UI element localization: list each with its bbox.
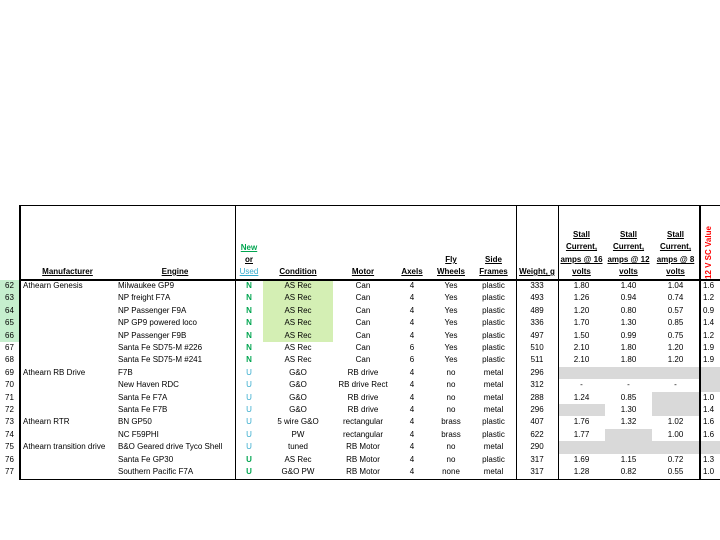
cell-axels[interactable]: 4 — [409, 281, 415, 290]
cell-weight[interactable]: 317 — [530, 454, 544, 464]
cell-stall-16[interactable]: 2.10 — [573, 343, 590, 352]
cell-sc-value[interactable]: 1.9 — [703, 343, 715, 352]
cell-new-used[interactable]: U — [246, 380, 252, 390]
cell-new-used[interactable]: N — [246, 318, 252, 328]
cell-motor[interactable]: Can — [355, 343, 371, 352]
cell-new-used[interactable]: U — [246, 392, 252, 402]
cell-stall-12[interactable] — [605, 429, 652, 441]
cell-weight[interactable]: 511 — [530, 355, 544, 365]
header-weight[interactable]: Weight, g — [519, 267, 555, 276]
header-condition[interactable]: Condition — [279, 267, 317, 276]
header-side-2[interactable]: Frames — [479, 267, 508, 276]
cell-stall-16[interactable]: 1.24 — [573, 392, 590, 402]
cell-weight[interactable]: 288 — [530, 392, 544, 402]
cell-stall-12[interactable]: 0.82 — [620, 467, 637, 476]
header-stall16-3[interactable]: amps @ 16 — [560, 254, 603, 264]
cell-new-used[interactable]: U — [246, 442, 252, 452]
header-sc-value[interactable]: 12 V SC Value — [704, 226, 713, 279]
cell-weight[interactable]: 493 — [530, 293, 544, 303]
cell-new-used[interactable]: N — [246, 355, 252, 365]
cell-stall-8[interactable]: - — [674, 380, 677, 390]
cell-side-frames[interactable]: plastic — [482, 454, 505, 464]
cell-stall-12[interactable]: 1.15 — [620, 454, 637, 464]
cell-manufacturer[interactable] — [20, 330, 115, 342]
header-stall8-2[interactable]: Current, — [659, 242, 692, 252]
spreadsheet — [0, 205, 720, 480]
cell-motor[interactable]: Can — [355, 318, 371, 328]
cell-fly-wheels[interactable]: Yes — [444, 343, 458, 352]
row-number[interactable]: 72 — [5, 405, 14, 414]
cell-stall-8[interactable]: 1.04 — [667, 281, 684, 290]
cell-fly-wheels[interactable]: brass — [441, 429, 461, 439]
cell-condition[interactable]: 5 wire G&O — [277, 417, 319, 427]
cell-fly-wheels[interactable]: no — [446, 454, 456, 464]
cell-motor[interactable]: RB Motor — [346, 467, 380, 476]
cell-engine[interactable]: NP Passenger F9B — [118, 330, 187, 340]
cell-condition[interactable]: G&O PW — [281, 467, 315, 476]
header-stall8-3[interactable]: amps @ 8 — [656, 254, 695, 264]
cell-side-frames[interactable]: metal — [483, 405, 504, 414]
cell-stall-16[interactable]: 1.20 — [573, 305, 590, 315]
row-number[interactable]: 73 — [5, 417, 14, 427]
cell-stall-16[interactable] — [558, 367, 605, 379]
cell-sc-value[interactable]: 1.2 — [703, 330, 715, 340]
cell-engine[interactable]: F7B — [118, 367, 133, 377]
cell-axels[interactable]: 4 — [409, 467, 415, 476]
header-stall16-2[interactable]: Current, — [565, 242, 598, 252]
cell-axels[interactable]: 4 — [409, 293, 415, 303]
cell-stall-16[interactable] — [558, 441, 605, 453]
row-number[interactable]: 71 — [5, 392, 14, 402]
cell-fly-wheels[interactable]: Yes — [444, 330, 458, 340]
cell-manufacturer[interactable] — [20, 379, 115, 391]
header-side-1[interactable]: Side — [485, 255, 502, 264]
cell-axels[interactable]: 4 — [409, 405, 415, 414]
header-manufacturer[interactable]: Manufacturer — [42, 267, 93, 276]
cell-stall-8[interactable]: 1.02 — [667, 417, 684, 427]
cell-weight[interactable]: 489 — [530, 305, 544, 315]
cell-new-used[interactable]: N — [246, 293, 252, 303]
cell-weight[interactable]: 317 — [530, 467, 544, 476]
cell-motor[interactable]: Can — [355, 293, 371, 303]
header-stall8-1[interactable]: Stall — [667, 230, 684, 239]
cell-stall-8[interactable]: 0.85 — [667, 318, 684, 328]
cell-axels[interactable]: 4 — [409, 417, 415, 427]
cell-weight[interactable]: 333 — [530, 281, 544, 290]
cell-stall-16[interactable] — [558, 404, 605, 416]
cell-side-frames[interactable]: metal — [483, 392, 504, 402]
row-number[interactable]: 76 — [5, 454, 14, 464]
cell-stall-12[interactable] — [605, 367, 652, 379]
header-stall12-3[interactable]: amps @ 12 — [607, 254, 650, 264]
cell-stall-8[interactable]: 0.55 — [667, 467, 684, 476]
cell-new-used[interactable]: N — [246, 305, 252, 315]
cell-sc-value[interactable]: 1.6 — [703, 281, 715, 290]
cell-sc-value[interactable]: 1.6 — [703, 429, 715, 439]
cell-stall-12[interactable]: 1.32 — [620, 417, 637, 427]
cell-new-used[interactable]: N — [246, 343, 252, 352]
header-motor[interactable]: Motor — [351, 267, 375, 276]
cell-axels[interactable]: 4 — [409, 367, 415, 377]
cell-motor[interactable]: Can — [355, 355, 371, 365]
cell-manufacturer[interactable] — [20, 305, 115, 317]
cell-stall-8[interactable] — [652, 404, 699, 416]
row-number[interactable]: 74 — [5, 429, 14, 439]
header-top-line — [19, 205, 720, 206]
divider-engine — [235, 205, 236, 480]
cell-manufacturer[interactable] — [20, 354, 115, 366]
cell-fly-wheels[interactable]: Yes — [444, 281, 458, 290]
cell-condition[interactable]: AS Rec — [284, 281, 312, 290]
cell-new-used[interactable]: N — [246, 330, 252, 340]
cell-side-frames[interactable]: plastic — [482, 330, 505, 340]
row-number[interactable]: 67 — [5, 343, 14, 352]
cell-motor[interactable]: RB drive — [347, 367, 379, 377]
cell-new-used[interactable]: U — [246, 467, 252, 476]
cell-stall-12[interactable]: 1.40 — [620, 281, 637, 290]
cell-stall-12[interactable]: 1.30 — [620, 405, 637, 414]
cell-engine[interactable]: Milwaukee GP9 — [118, 281, 175, 290]
cell-fly-wheels[interactable]: Yes — [444, 305, 458, 315]
cell-weight[interactable]: 407 — [530, 417, 544, 427]
header-bottom-line — [19, 279, 720, 281]
header-stall12-2[interactable]: Current, — [612, 242, 645, 252]
cell-stall-16[interactable]: 1.70 — [573, 318, 590, 328]
cell-weight[interactable]: 296 — [530, 405, 544, 414]
cell-stall-16[interactable]: 1.26 — [573, 293, 590, 303]
cell-stall-16[interactable]: - — [580, 380, 583, 390]
cell-sc-value[interactable]: 1.4 — [703, 405, 715, 414]
cell-axels[interactable]: 6 — [409, 355, 415, 365]
row-number[interactable]: 66 — [0, 330, 19, 342]
cell-new-used[interactable]: U — [246, 405, 252, 414]
cell-axels[interactable]: 4 — [409, 318, 415, 328]
cell-stall-16[interactable]: 1.76 — [573, 417, 590, 427]
cell-sc-value[interactable]: 1.2 — [703, 293, 715, 303]
cell-motor[interactable]: rectangular — [342, 417, 384, 427]
cell-stall-12[interactable]: - — [627, 380, 630, 390]
cell-manufacturer[interactable] — [20, 404, 115, 416]
cell-new-used[interactable]: U — [246, 417, 252, 427]
divider-weight — [516, 205, 517, 480]
cell-stall-12[interactable]: 1.80 — [620, 343, 637, 352]
cell-engine[interactable]: Santa Fe SD75-M #226 — [118, 343, 203, 352]
cell-fly-wheels[interactable]: no — [446, 442, 456, 452]
cell-motor[interactable]: RB drive — [347, 405, 379, 414]
cell-stall-16[interactable]: 1.80 — [573, 281, 590, 290]
cell-axels[interactable]: 6 — [409, 343, 415, 352]
cell-condition[interactable]: G&O — [289, 380, 307, 390]
header-stall12-4[interactable]: volts — [619, 267, 638, 277]
cell-condition[interactable]: tuned — [287, 442, 309, 452]
cell-fly-wheels[interactable]: brass — [441, 417, 461, 427]
cell-condition[interactable]: G&O — [289, 392, 307, 402]
cell-axels[interactable]: 4 — [409, 330, 415, 340]
cell-engine[interactable]: Santa Fe F7A — [118, 392, 168, 402]
cell-condition[interactable]: AS Rec — [284, 318, 312, 328]
cell-axels[interactable]: 4 — [409, 442, 415, 452]
cell-stall-8[interactable]: 0.74 — [667, 293, 684, 303]
cell-new-used[interactable]: U — [246, 367, 252, 377]
header-stall16-1[interactable]: Stall — [573, 230, 590, 239]
cell-manufacturer[interactable]: Athearn RB Drive — [23, 367, 86, 377]
cell-fly-wheels[interactable]: Yes — [444, 293, 458, 303]
cell-sc-value[interactable]: 1.4 — [703, 318, 715, 328]
cell-fly-wheels[interactable]: no — [446, 367, 456, 377]
cell-sc-value[interactable]: 1.0 — [703, 467, 715, 476]
cell-manufacturer[interactable]: Athearn RTR — [23, 417, 70, 427]
cell-sc-value[interactable] — [701, 379, 720, 391]
cell-weight[interactable]: 497 — [530, 330, 544, 340]
cell-sc-value[interactable] — [701, 367, 720, 379]
header-axels[interactable]: Axels — [401, 267, 423, 276]
cell-sc-value[interactable]: 1.3 — [703, 454, 715, 464]
cell-stall-8[interactable]: 1.20 — [667, 343, 684, 352]
cell-stall-8[interactable]: 1.00 — [667, 429, 684, 439]
header-stall16-4[interactable]: volts — [572, 267, 591, 277]
cell-stall-12[interactable]: 0.80 — [620, 305, 637, 315]
cell-axels[interactable]: 4 — [409, 380, 415, 390]
cell-manufacturer[interactable] — [20, 317, 115, 329]
cell-stall-8[interactable] — [652, 392, 699, 404]
header-or[interactable]: or — [245, 255, 253, 264]
table-bottom-line — [19, 479, 720, 481]
cell-stall-16[interactable]: 1.77 — [573, 429, 590, 439]
cell-engine[interactable]: Southern Pacific F7A — [118, 467, 194, 476]
cell-condition[interactable]: AS Rec — [284, 305, 312, 315]
cell-side-frames[interactable]: plastic — [482, 281, 505, 290]
cell-stall-16[interactable]: 2.10 — [573, 355, 590, 365]
cell-manufacturer[interactable] — [20, 342, 115, 354]
cell-engine[interactable]: Santa Fe F7B — [118, 405, 168, 414]
header-fly-2[interactable]: Wheels — [436, 267, 465, 276]
row-number[interactable]: 77 — [5, 467, 14, 476]
cell-stall-12[interactable]: 1.30 — [620, 318, 637, 328]
cell-condition[interactable]: AS Rec — [284, 343, 312, 352]
row-number[interactable]: 70 — [5, 380, 14, 390]
cell-condition[interactable]: AS Rec — [284, 355, 312, 365]
row-number[interactable]: 69 — [5, 367, 14, 377]
cell-fly-wheels[interactable]: no — [446, 392, 456, 402]
cell-new-used[interactable]: U — [246, 454, 252, 464]
cell-condition[interactable]: PW — [291, 429, 305, 439]
cell-fly-wheels[interactable]: Yes — [444, 355, 458, 365]
cell-engine[interactable]: B&O Geared drive Tyco Shell — [118, 442, 223, 452]
cell-sc-value[interactable]: 1.6 — [703, 417, 715, 427]
cell-axels[interactable]: 4 — [409, 429, 415, 439]
cell-engine[interactable]: BN GP50 — [118, 417, 152, 427]
cell-sc-value[interactable]: 0.9 — [703, 305, 715, 315]
row-number[interactable]: 64 — [0, 305, 19, 317]
header-new[interactable]: New — [240, 243, 258, 252]
cell-manufacturer[interactable]: Athearn transition drive — [23, 442, 106, 452]
cell-manufacturer[interactable] — [20, 292, 115, 304]
cell-manufacturer[interactable] — [20, 392, 115, 404]
header-stall12-1[interactable]: Stall — [620, 230, 637, 239]
cell-sc-value[interactable]: 1.9 — [703, 355, 715, 365]
cell-side-frames[interactable]: metal — [483, 467, 504, 476]
cell-engine[interactable]: Santa Fe SD75-M #241 — [118, 355, 203, 365]
cell-motor[interactable]: RB Motor — [346, 454, 380, 464]
cell-fly-wheels[interactable]: none — [442, 467, 460, 476]
cell-fly-wheels[interactable]: no — [446, 405, 456, 414]
left-border — [19, 205, 21, 480]
cell-stall-12[interactable] — [605, 441, 652, 453]
cell-weight[interactable]: 290 — [530, 442, 544, 452]
cell-side-frames[interactable]: plastic — [482, 343, 505, 352]
cell-engine[interactable]: NP Passenger F9A — [118, 305, 187, 315]
cell-axels[interactable]: 4 — [409, 305, 415, 315]
cell-new-used[interactable]: N — [246, 281, 252, 290]
cell-weight[interactable]: 296 — [530, 367, 544, 377]
cell-side-frames[interactable]: plastic — [482, 318, 505, 328]
cell-side-frames[interactable]: plastic — [482, 429, 505, 439]
divider-stall — [558, 205, 559, 480]
cell-fly-wheels[interactable]: no — [446, 380, 456, 390]
cell-weight[interactable]: 622 — [530, 429, 544, 439]
cell-stall-12[interactable]: 0.99 — [620, 330, 637, 340]
row-number[interactable]: 63 — [0, 292, 19, 304]
cell-weight[interactable]: 510 — [530, 343, 544, 352]
cell-manufacturer[interactable]: Athearn Genesis — [23, 281, 83, 290]
cell-motor[interactable]: RB drive Rect — [338, 380, 388, 390]
header-stall8-4[interactable]: volts — [666, 267, 685, 277]
cell-stall-8[interactable] — [652, 367, 699, 379]
cell-side-frames[interactable]: plastic — [482, 293, 505, 303]
cell-engine[interactable]: Santa Fe GP30 — [118, 454, 174, 464]
header-engine[interactable]: Engine — [161, 267, 189, 276]
cell-motor[interactable]: rectangular — [342, 429, 384, 439]
cell-stall-12[interactable]: 1.80 — [620, 355, 637, 365]
cell-manufacturer[interactable] — [20, 429, 115, 441]
cell-motor[interactable]: RB drive — [347, 392, 379, 402]
cell-stall-16[interactable]: 1.28 — [573, 467, 590, 476]
cell-engine[interactable]: NC F59PHI — [118, 429, 159, 439]
cell-side-frames[interactable]: metal — [483, 380, 504, 390]
cell-stall-16[interactable]: 1.69 — [573, 454, 590, 464]
divider-sc — [699, 205, 701, 480]
row-number[interactable]: 68 — [5, 355, 14, 365]
cell-manufacturer[interactable] — [20, 454, 115, 466]
cell-weight[interactable]: 336 — [530, 318, 544, 328]
cell-stall-12[interactable]: 0.94 — [620, 293, 637, 303]
cell-stall-12[interactable]: 0.85 — [620, 392, 637, 402]
cell-stall-8[interactable]: 0.75 — [667, 330, 684, 340]
row-number[interactable]: 65 — [0, 317, 19, 329]
cell-new-used[interactable]: U — [246, 429, 252, 439]
cell-condition[interactable]: AS Rec — [284, 293, 312, 303]
cell-side-frames[interactable]: metal — [483, 442, 504, 452]
cell-stall-8[interactable] — [652, 441, 699, 453]
cell-sc-value[interactable]: 1.0 — [703, 392, 715, 402]
cell-side-frames[interactable]: plastic — [482, 305, 505, 315]
cell-stall-8[interactable]: 0.72 — [667, 454, 684, 464]
cell-sc-value[interactable] — [701, 441, 720, 453]
cell-weight[interactable]: 312 — [530, 380, 544, 390]
cell-condition[interactable]: G&O — [289, 405, 307, 414]
cell-manufacturer[interactable] — [20, 466, 115, 478]
cell-stall-8[interactable]: 0.57 — [667, 305, 684, 315]
cell-condition[interactable]: AS Rec — [284, 330, 312, 340]
cell-stall-16[interactable]: 1.50 — [573, 330, 590, 340]
cell-fly-wheels[interactable]: Yes — [444, 318, 458, 328]
cell-motor[interactable]: RB Motor — [346, 442, 380, 452]
cell-motor[interactable]: Can — [355, 330, 371, 340]
cell-axels[interactable]: 4 — [409, 392, 415, 402]
cell-side-frames[interactable]: metal — [483, 367, 504, 377]
cell-motor[interactable]: Can — [355, 305, 371, 315]
row-number[interactable]: 62 — [0, 280, 19, 292]
cell-engine[interactable]: NP freight F7A — [118, 293, 171, 303]
cell-engine[interactable]: New Haven RDC — [118, 380, 179, 390]
cell-axels[interactable]: 4 — [409, 454, 415, 464]
cell-motor[interactable]: Can — [355, 281, 371, 290]
cell-engine[interactable]: NP GP9 powered loco — [118, 318, 198, 328]
cell-condition[interactable]: G&O — [289, 367, 307, 377]
cell-condition[interactable]: AS Rec — [284, 454, 312, 464]
row-number[interactable]: 75 — [5, 442, 14, 452]
cell-side-frames[interactable]: plastic — [482, 417, 505, 427]
header-fly-1[interactable]: Fly — [445, 255, 457, 264]
cell-side-frames[interactable]: plastic — [482, 355, 505, 365]
cell-stall-8[interactable]: 1.20 — [667, 355, 684, 365]
header-used[interactable]: Used — [239, 267, 259, 276]
